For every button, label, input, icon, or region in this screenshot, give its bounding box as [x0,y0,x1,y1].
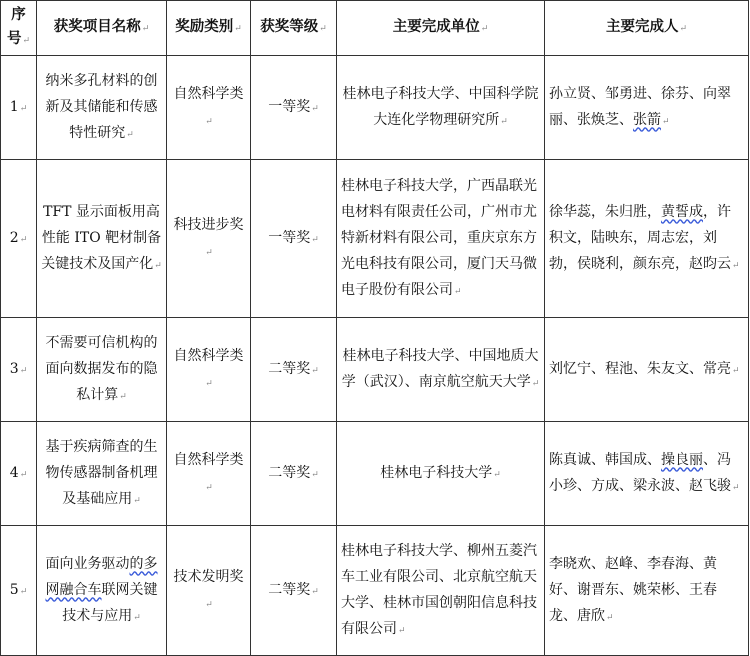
cell-project: 基于疾病筛查的生物传感器制备机理及基础应用↵ [37,422,167,526]
cell-category: 科技进步奖↵ [167,160,251,318]
cell-people: 孙立贤、邹勇进、徐芬、向翠丽、张焕芝、张箭↵ [545,56,749,160]
cell-units: 桂林电子科技大学、中国地质大学（武汉）、南京航空航天大学↵ [337,318,545,422]
cell-index: 2↵ [1,160,37,318]
cell-project: TFT 显示面板用高性能 ITO 靶材制备关键技术及国产化↵ [37,160,167,318]
cell-units: 桂林电子科技大学，广西晶联光电材料有限责任公司，广州市尤特新材料有限公司，重庆京东方光电科技有限公司，厦门天马微电子股份有限公司↵ [337,160,545,318]
cell-category: 技术发明奖↵ [167,526,251,656]
header-project: 获奖项目名称↵ [37,1,167,56]
table-row [1,56,749,160]
header-row [1,1,749,56]
cell-project: 不需要可信机构的面向数据发布的隐私计算↵ [37,318,167,422]
cell-level: 二等奖↵ [251,526,337,656]
header-level: 获奖等级↵ [251,1,337,56]
cell-category: 自然科学类↵ [167,318,251,422]
header-people: 主要完成人↵ [545,1,749,56]
header-category: 奖励类别↵ [167,1,251,56]
cell-units: 桂林电子科技大学↵ [337,422,545,526]
table-row [1,318,749,422]
cell-units: 桂林电子科技大学、柳州五菱汽车工业有限公司、北京航空航天大学、桂林市国创朝阳信息科技有限公司↵ [337,526,545,656]
cell-people: 刘忆宁、程池、朱友文、常亮↵ [545,318,749,422]
cell-category: 自然科学类↵ [167,56,251,160]
cell-project: 纳米多孔材料的创新及其储能和传感特性研究↵ [37,56,167,160]
cell-index: 1↵ [1,56,37,160]
cell-units: 桂林电子科技大学、中国科学院大连化学物理研究所↵ [337,56,545,160]
cell-level: 一等奖↵ [251,160,337,318]
cell-level: 二等奖↵ [251,318,337,422]
cell-index: 3↵ [1,318,37,422]
cell-people: 徐华蕊，朱归胜，黄誓成，许积文，陆映东，周志宏，刘勃，侯晓利，颜东亮，赵昀云↵ [545,160,749,318]
cell-project: 面向业务驱动的多网融合车联网关键技术与应用↵ [37,526,167,656]
cell-index: 4↵ [1,422,37,526]
cell-people: 李晓欢、赵峰、李春海、黄好、谢晋东、姚荣彬、王春龙、唐欣↵ [545,526,749,656]
cell-level: 一等奖↵ [251,56,337,160]
cell-category: 自然科学类↵ [167,422,251,526]
table-row [1,160,749,318]
table-row [1,526,749,656]
cell-people: 陈真诚、韩国成、操良丽、冯小珍、方成、梁永波、赵飞骏↵ [545,422,749,526]
table-row [1,422,749,526]
header-index: 序号↵ [1,1,37,56]
cell-index: 5↵ [1,526,37,656]
header-units: 主要完成单位↵ [337,1,545,56]
cell-level: 二等奖↵ [251,422,337,526]
